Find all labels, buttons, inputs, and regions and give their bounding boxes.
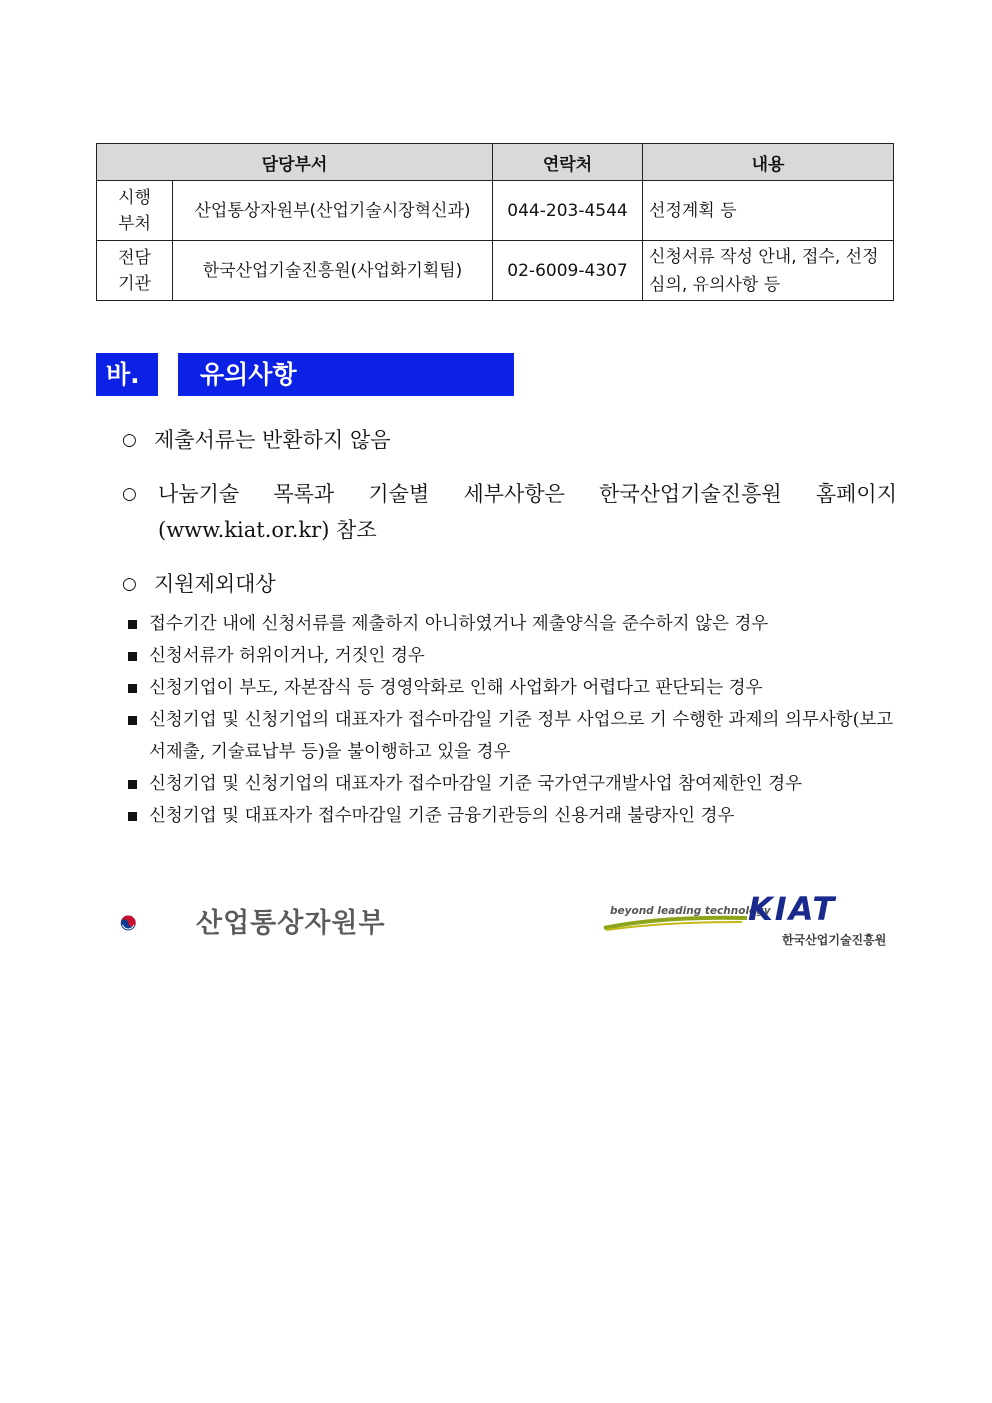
exclusion-text: 신청기업 및 신청기업의 대표자가 접수마감일 기준 국가연구개발사업 참여제한인 경우 (149, 774, 803, 794)
notice-item (122, 476, 897, 548)
content-cell: 선정계획 등 (643, 181, 894, 241)
kiat-korean-name: 한국산업기술진흥원 (782, 933, 887, 947)
notice-text: 나눔기술 목록과 기술별 세부사항은 한국산업기술진흥원 홈페이지 (158, 482, 897, 506)
notice-continuation: (www.kiat.or.kr) 참조 (158, 518, 377, 542)
exclusion-text: 신청기업 및 대표자가 접수마감일 기준 금융기관등의 신용거래 불량자인 경우 (149, 806, 735, 826)
exclusion-list (128, 608, 898, 832)
notice-item (122, 422, 897, 458)
list-item (128, 640, 898, 672)
dept-cell: 산업통상자원부(산업기술시장혁신과) (173, 181, 493, 241)
square-bullet-icon (128, 652, 137, 661)
contact-table (96, 143, 894, 301)
header-content: 내용 (643, 144, 894, 181)
circle-bullet-icon: ○ (122, 484, 137, 504)
notice-item (122, 566, 897, 602)
square-bullet-icon (128, 684, 137, 693)
list-item (128, 608, 898, 640)
list-item (128, 800, 898, 832)
role-cell (97, 181, 173, 241)
header-dept: 담당부서 (97, 144, 493, 181)
role-line: 부처 (118, 213, 151, 234)
exclusion-text: 신청기업이 부도, 자본잠식 등 경영악화로 인해 사업화가 어렵다고 판단되는 경우 (149, 678, 763, 698)
role-line: 시행 (118, 187, 151, 208)
list-item (128, 704, 898, 768)
section-title: 유의사항 (178, 353, 514, 396)
notice-text: 제출서류는 반환하지 않음 (154, 428, 391, 452)
taegeuk-logo-icon (120, 890, 186, 956)
square-bullet-icon (128, 812, 137, 821)
notice-text: 지원제외대상 (154, 572, 276, 596)
exclusion-text: 접수기간 내에 신청서류를 제출하지 아니하였거나 제출양식을 준수하지 않은 경우 (149, 614, 769, 634)
dept-cell: 한국산업기술진흥원(사업화기획팀) (173, 241, 493, 301)
table-row (97, 181, 894, 241)
content-cell: 신청서류 작성 안내, 접수, 선정심의, 유의사항 등 (643, 241, 894, 301)
square-bullet-icon (128, 716, 137, 725)
circle-bullet-icon: ○ (122, 430, 137, 450)
role-line: 전담 (118, 247, 151, 268)
exclusion-text: 신청서류가 허위이거나, 거짓인 경우 (149, 646, 425, 666)
exclusion-text: 신청기업 및 신청기업의 대표자가 접수마감일 기준 정부 사업으로 기 수행한 과제의 의무사항(보고서제출, 기술료납부 등)을 불이행하고 있을 경우 (149, 710, 894, 762)
list-item (128, 672, 898, 704)
list-item (128, 768, 898, 800)
square-bullet-icon (128, 620, 137, 629)
header-phone: 연락처 (493, 144, 643, 181)
kiat-tagline: beyond leading technology (610, 905, 771, 917)
table-header-row (97, 144, 894, 181)
section-number: 바. (96, 353, 158, 396)
circle-bullet-icon: ○ (122, 574, 137, 594)
role-cell (97, 241, 173, 301)
phone-cell: 044-203-4544 (493, 181, 643, 241)
motie-name: 산업통상자원부 (196, 908, 386, 939)
kiat-wordmark: KIAT (748, 890, 837, 928)
phone-cell: 02-6009-4307 (493, 241, 643, 301)
square-bullet-icon (128, 780, 137, 789)
table-row (97, 241, 894, 301)
role-line: 기관 (118, 273, 151, 294)
